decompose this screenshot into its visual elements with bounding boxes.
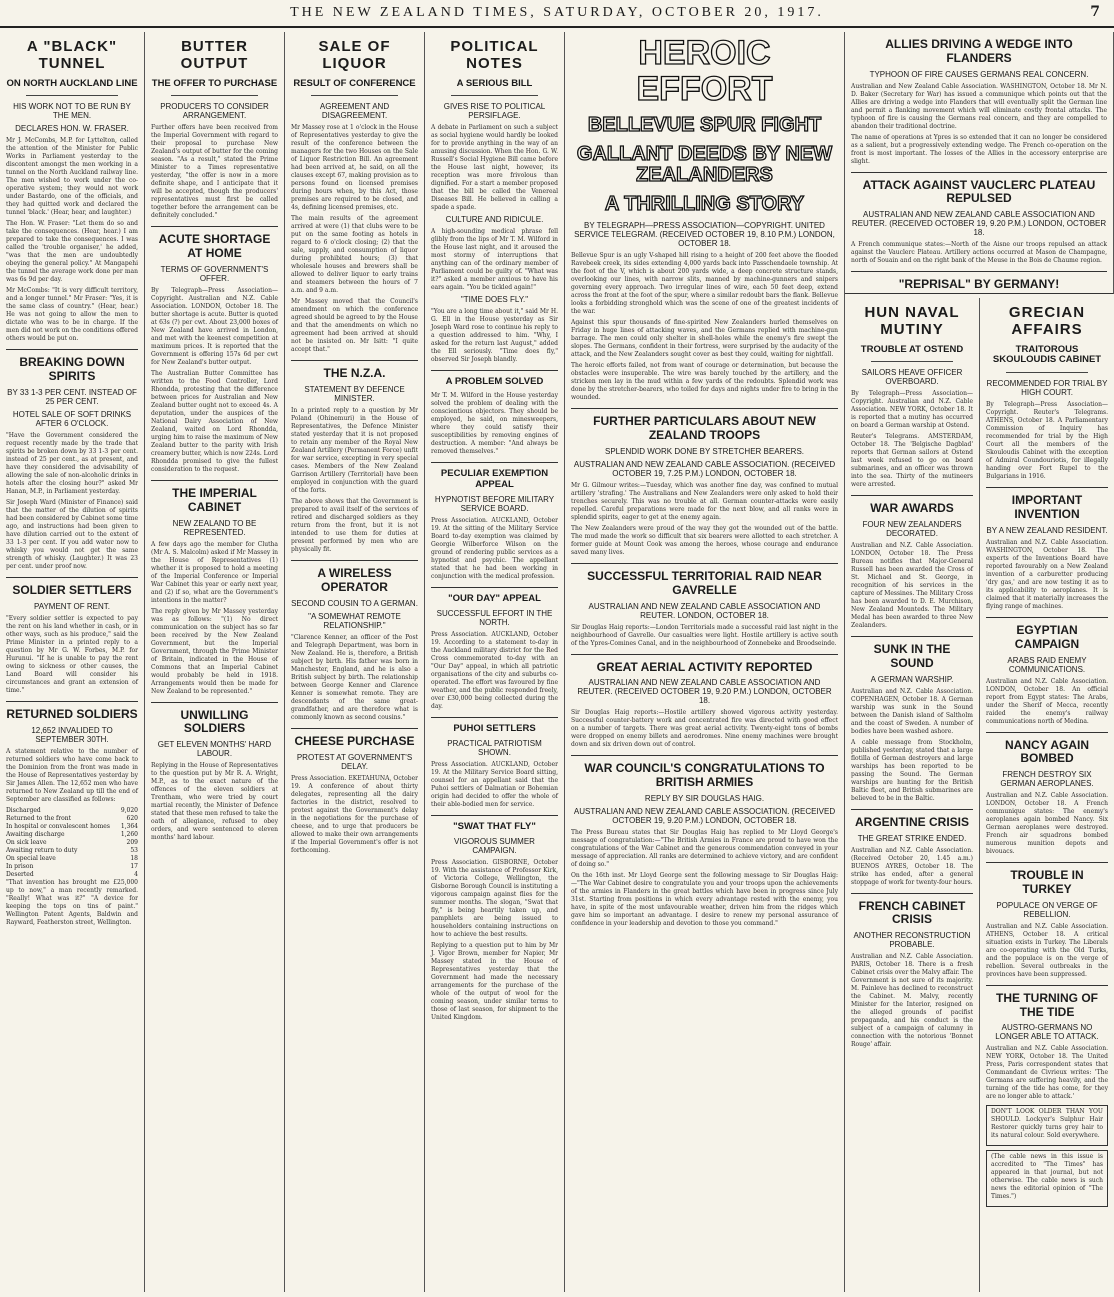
subhead: A GERMAN WARSHIP.: [870, 674, 954, 684]
dateline: BY TELEGRAPH—PRESS ASSOCIATION—COPYRIGHT. UNITED SERVICE TELEGRAM. (RECEIVED OCTOBER 19, 8.10 P.M.) LONDON, OCTOBER 18.: [574, 221, 835, 249]
subhead: SPLENDID WORK DONE BY STRETCHER BEARERS.: [605, 446, 804, 456]
subhead: SUCCESSFUL EFFORT IN THE NORTH.: [436, 609, 553, 628]
article-text: Sir Douglas Haig reports:—Hostile artillery showed vigorous activity yesterday. Successful counter-battery work and concentrated fire was directed with good effect on a number of targets. There was great aerial activity. Twenty-eight tons of bombs were dropped on enemy billets and aerodromes. Nine enemy machines were brought down and six driven down out of control.: [571, 709, 838, 749]
subhead: GET ELEVEN MONTHS' HARD LABOUR.: [157, 740, 272, 759]
subhead: NEW ZEALAND TO BE REPRESENTED.: [172, 518, 257, 537]
subhead: STATEMENT BY DEFENCE MINISTER.: [304, 385, 405, 404]
article-text: The Press Bureau states that Sir Douglas Haig has replied to Mr Lloyd George's message of congratulation:—"The British Armies in France are proud to have won the congratulations of the War Cabinet and the generous commendation conveyed in your message of appreciation. All ranks are determined to achieve victory, and are confident of doing so.": [571, 828, 838, 868]
article-text: Australian and N.Z. Cable Association. LONDON, October 18. The Press Bureau notifies that Major-General Russell has been awarded the Cross of St. Michael and St. George, in recognition of his services in the capture of Messines. The Military Cross has been awarded to D. E. Murchison, New Zealand Mounteds. The Military Medal has been awarded to three New Zealanders.: [851, 542, 973, 630]
article-text: The Australian Butter Committee has written to the Food Controller, Lord Rhondda, protesting that the difference between prices for Australian and New Zealand butter ought not to exceed 4s. A deputation, under the auspices of the National Dairy Association of New Zealand, waited on Lord Rhondda, urging him to raise the maximum of New Zealand butter to the parity with Irish creamery butter, which is now 224s. Lord Rhondda promised to give the fullest consideration to the request.: [151, 370, 278, 474]
article-text: Replying in the House of Representatives to the question put by Mr R. A. Wright, M.P., as to the exact nature of the offences of the eleven soldiers at Trentham, who were tried by court martial recently, the Minister of Defence stated that these men refused to take the oath of allegiance, refused to obey orders, and were sentenced to eleven months' hard labour.: [151, 762, 278, 842]
article-text: A statement relative to the number of returned soldiers who have come back to the Dominion from the front was made in the House of Representatives yesterday by Sir James Allen. The 12,652 men who have returned to New Zealand up till the end of September are classified as follows:: [6, 747, 138, 803]
headline-allies-wedge: ALLIES DRIVING A WEDGE INTO FLANDERS: [885, 37, 1073, 65]
article-text: "Every soldier settler is expected to pay the rent on his land whether in cash, or in other ways, such as his produce," said the Prime Minister in a printed reply to a question by Mr G. W. Forbes, M.P. for Hurunui. "If he is unable to pay the rent owing to sickness or other causes, the Land Board will consider his circumstances and grant an extension of time.": [6, 614, 138, 694]
returned-soldiers-table: [6, 807, 138, 879]
article-text: Sir Douglas Haig reports:—London Territorials made a successful raid last night in the neighbourhood of Gavrelle. Our casualties were light. Hostile artillery is active south of the Ypres-Comines Canal, and in the neighbourhood of Zonnebeke and Broodseinde.: [571, 623, 838, 647]
headline-nza: THE N.Z.A.: [323, 366, 386, 381]
article-text: By Telegraph—Press Association—Copyright. Australian and N.Z. Cable Association. NEW YORK, October 18. It is reported that a mutiny has occurred on board a German warship at Ostend.: [851, 390, 973, 430]
headline-acute-shortage: ACUTE SHORTAGE AT HOME: [158, 232, 271, 261]
article-text: In a printed reply to a question by Mr Poland (Ohinemuri) in the House of Representatives, the Defence Minister stated yesterday that it is not proposed to retain any member of the Royal New Zealand Artillery (Permanent Force) unfit for war service, excepting in very special cases. Members of the New Zealand Garrison Artillery (Territorial) have been employed in conjunction with the guard of the forts.: [291, 407, 418, 495]
subhead: ANOTHER RECONSTRUCTION PROBABLE.: [853, 931, 971, 950]
article-text: Australian and N.Z. Cable Association. WASHINGTON, October 18. The experts of the Inventions Board have reported favourably on a New Zealand invention of a carburetter producing 'dry gas,' and are now testing it as to its applicability to aeroplanes. It is claimed that it materially increases the flying range of machines.: [986, 538, 1108, 610]
subhead: PROTEST AT GOVERNMENT'S DELAY.: [296, 752, 413, 771]
article-text: The name of operations at Ypres is so extended that it can no longer be considered as a salient, but a progressively extending wedge. The French co-operation on the front is most important. The losses of the Allies in the accessory enterprise are slight.: [851, 133, 1107, 165]
section-head: "TIME DOES FLY.": [460, 295, 529, 305]
article-text: Australian and N.Z. Cable Association. NEW YORK, October 18. The United Press, Paris correspondent states that Commandant de Civrieux writes: 'The Germans are suffering heavily, and the turning of the tide has come, for they are no longer able to attack.': [986, 1045, 1108, 1101]
article-text: Press Association. AUCKLAND, October 19. At the sitting of the Military Service Board to-day exemption was claimed by Georgie Wilberforce Wilson on the ground of rendering public services as a hypnotist and psychic. The appellant stated that he had been working in conjunction with the medical profession.: [431, 517, 558, 581]
subhead: RECOMMENDED FOR TRIAL BY HIGH COURT.: [986, 379, 1108, 398]
subhead: HIS WORK NOT TO BE RUN BY THE MEN.: [13, 102, 131, 121]
table-row: In prison 17: [6, 862, 138, 870]
article-text: The Hon. W. Fraser: "Let them do so and take the consequences. (Hear, hear.) I am prepared to take the consequences. I was called the 'trouble organiser,' he added, "was that the men are undoubtedly obeying the general policy." At Mangapehi the tunnel the average work done per man was 6s 9d per day.: [6, 220, 138, 284]
subhead: 12,652 INVALIDED TO SEPTEMBER 30TH.: [31, 725, 113, 744]
subhead: REPLY BY SIR DOUGLAS HAIG.: [644, 793, 765, 803]
dateline: AUSTRALIAN AND NEW ZEALAND CABLE ASSOCIATION AND REUTER. (RECEIVED OCTOBER 19, 9.20 P.M.) LONDON, OCTOBER 18.: [851, 210, 1107, 238]
subhead: AGREEMENT AND DISAGREEMENT.: [319, 102, 390, 121]
headline-war-awards: WAR AWARDS: [870, 501, 954, 516]
headline-sunk-in-sound: SUNK IN THE SOUND: [873, 642, 951, 671]
subhead: TYPHOON OF FIRE CAUSES GERMANS REAL CONCERN.: [869, 69, 1089, 79]
subhead: PRACTICAL PATRIOTISM SHOWN.: [447, 739, 542, 758]
article-text: The main results of the agreement arrived at were (1) that clubs were to be put on the same footing as hotels in regard to 6 o'clock closing; (2) that the sale, supply, and consumption of liquor during prohibited hours; (3) that wholesale houses and brewers shall be allowed to deliver liquor to early trains and steamers between the hours of 7 a.m. and 9 a.m.: [291, 215, 418, 295]
subhead: A SERIOUS BILL: [456, 77, 533, 89]
subhead: PAYMENT OF RENT.: [33, 601, 110, 611]
table-row: Discharged 9,020: [6, 806, 138, 814]
subhead: RESULT OF CONFERENCE: [293, 77, 416, 89]
headline-breaking-spirits: BREAKING DOWN SPIRITS: [19, 355, 125, 384]
subhead: GIVES RISE TO POLITICAL PERSIFLAGE.: [443, 102, 546, 121]
article-text: The reply given by Mr Massey yesterday was as follows: "(1) No direct communication on the subject has so far been received by the New Zealand Government, but the Imperial Government, through the Prime Minister of Britain, indicated in the House of Commons that an Imperial Cabinet would probably be held in 1918. Arrangements would then be made for New Zealand to be represented.": [151, 607, 278, 695]
article-text: Australian and N.Z. Cable Association. LONDON, October 18. A French communique states: The enemy's aeroplanes again bombed Nancy. Six German aeroplanes were destroyed. French air squadrons bombed numerous munition depots and bivouacs.: [986, 792, 1108, 856]
dateline: AUSTRALIAN AND NEW ZEALAND CABLE ASSOCIATION. (RECEIVED OCTOBER 19, 9.20 P.M.) LONDON, OCTOBER 18.: [573, 806, 836, 825]
footer-note: (The cable news in this issue is accredited to "The Times" has appeared in that journal, but not otherwise. The cable news is such news the editorial opinion of "The Times."): [991, 1153, 1103, 1201]
article-text: The above shows that the Government is prepared to avail itself of the services of retired and discharged soldiers as they return from the front, but it is not intended to use them for duties at present performed by men who are physically fit.: [291, 498, 418, 554]
headline-our-day: "OUR DAY" APPEAL: [448, 593, 541, 605]
article-text: Australian and N.Z. Cable Association. COPENHAGEN, October 18. A German warship was sunk in the Sound between the Danish island of Saltholm and the coast of Sweden. A number of bodies have been washed ashore.: [851, 687, 973, 735]
subhead: THE OFFER TO PURCHASE: [151, 77, 278, 89]
article-text: Mr Massey rose at 1 o'clock in the House of Representatives yesterday to give the result of the conference between the managers for the two Houses on the Sale of Liquor Restriction Bill. An agreement had been arrived at, he said, on all the clauses except 67, making provision as to persons found on licensed premises during hours when, by this Act, those premises are required to be closed, and 4s, defining licensed premises, etc.: [291, 124, 418, 212]
subhead: BY A NEW ZEALAND RESIDENT.: [986, 525, 1108, 535]
headline-french-cabinet: FRENCH CABINET CRISIS: [858, 898, 966, 927]
subhead: HYPNOTIST BEFORE MILITARY SERVICE BOARD.: [434, 495, 555, 514]
subhead: THE GREAT STRIKE ENDED.: [857, 833, 967, 843]
article-text: Press Association. AUCKLAND, October 19. According to a statement to-day in the Auckland military district for the Red Cross commemorated to-day with an "Our Day" appeal, in which all patriotic organisations of the city and suburbs co-operated. The effort was favoured by fine weather, and the public responded freely, over £30,000 being collected during the day.: [431, 631, 558, 711]
column-1: [0, 32, 145, 1292]
subhead: SAILORS HEAVE OFFICER OVERBOARD.: [861, 368, 963, 387]
masthead-title: THE NEW ZEALAND TIMES, SATURDAY, OCTOBER 20, 1917.: [290, 5, 824, 20]
subhead: PRODUCERS TO CONSIDER ARRANGEMENT.: [160, 102, 269, 121]
article-text: Reuter's Telegrams. AMSTERDAM, October 18. The 'Belgische Dagblad' reports that German sailors at Ostend last week refused to go on board submarines, and an officer was thrown into the sea. Thirty of the mutineers were arrested.: [851, 433, 973, 489]
column-4: [425, 32, 565, 1292]
article-text: The heroic efforts failed, not from want of courage or determination, but because the obstacles were insuperable. The wire was barely touched by the artillery, and the stricken men lay in the mud within a few yards of the redoubts. Splendid work was done by the stretcher-bearers, who toiled for days and nights under fire to bring in the wounded.: [571, 362, 838, 402]
article-text: Against this spur thousands of fine-spirited New Zealanders hurled themselves on Friday in huge lines of attacking waves, and the Germans replied with machine-gun barrage. The men could only shelter in shell-holes while the enemy's fire swept the slopes. The Germans, confident in their fortress, were surprised by the audacity of the attack, and the New Zealanders sought cover as best they could, waiting for nightfall.: [571, 319, 838, 359]
headline-unwilling-soldiers: UNWILLING SOLDIERS: [180, 707, 249, 736]
advertisement-box: [986, 1105, 1108, 1146]
subhead: FRENCH DESTROY SIX GERMAN AEROPLANES.: [1000, 770, 1094, 789]
article-text: Mr Massey moved that the Council's amendment on which the conference agreed should be agreed to by the House and that the amendments on which no agreement had been arrived at should not be insisted on. Mr Isitt: "I quite accept that.": [291, 298, 418, 354]
column-7: [845, 298, 980, 1292]
subhead: DECLARES HON. W. FRASER.: [15, 124, 129, 134]
article-text: Bellevue Spur is an ugly V-shaped hill rising to a height of 200 feet above the flooded Ravebeek creek, its sides extending 4,000 yards back into Passchendaele township. At the foot of the V, which is about 200 yards wide, a deep concrete structure stands, overlooking our lines, with narrow slits, manned by machine-gunners and snipers governing every approach. Two irregular lines of wire, each 50 feet deep, extend across the front at the foot of the spur, where a similar redoubt bars the flank. Bellevue looks a forbidding stronghold which was the scene of one of the greatest incidents of the war.: [571, 252, 838, 316]
headline-exemption-appeal: PECULIAR EXEMPTION APPEAL: [440, 468, 549, 491]
headline-vauclerc: ATTACK AGAINST VAUCLERC PLATEAU REPULSED: [862, 177, 1096, 206]
headline-important-invention: IMPORTANT INVENTION: [1011, 493, 1083, 522]
headline-turning-tide: THE TURNING OF THE TIDE: [996, 990, 1098, 1019]
dateline: AUSTRALIAN AND NEW ZEALAND CABLE ASSOCIATION AND REUTER. LONDON, OCTOBER 18.: [588, 601, 821, 620]
headline-cheese-purchase: CHEESE PURCHASE: [294, 733, 415, 748]
table-row: Returned to the front 620: [6, 814, 138, 822]
column-8: [980, 298, 1114, 1292]
subhead: TERMS OF GOVERNMENT'S OFFER.: [160, 265, 269, 284]
headline-butter-output: BUTTER OUTPUT: [180, 38, 249, 73]
section-head: CULTURE AND RIDICULE.: [445, 215, 544, 225]
masthead: [0, 0, 1114, 28]
headline-nancy-bombed: NANCY AGAIN BOMBED: [1004, 737, 1089, 766]
page-number: 7: [1090, 4, 1100, 20]
headline-territorial-raid: SUCCESSFUL TERRITORIAL RAID NEAR GAVRELLE: [587, 568, 822, 597]
article-text: Replying to a question put to him by Mr J. Vigor Brown, member for Napier, Mr Massey stated in the House of Representatives yesterday that the Government had made the necessary arrangements for the purchase of the whole of the output of wool for the coming season, under similar terms to those of last season, for shipment to the United Kingdom.: [431, 941, 558, 1021]
table-row: Deserted 4: [6, 870, 138, 878]
headline-political-notes: POLITICAL NOTES: [450, 38, 539, 73]
subhead: VIGOROUS SUMMER CAMPAIGN.: [454, 836, 535, 855]
headline-hun-naval-mutiny: HUN NAVAL MUTINY: [864, 304, 960, 339]
article-text: Australian and N.Z. Cable Association. PARIS, October 18. There is a fresh Cabinet crisis over the Malvy affair. The Government is not sure of its majority. M. Painleve has declined to reconstruct the Cabinet. M. Malvy, recently Minister for the Interior, resigned on the alleged grounds of pacifist propaganda, and his conduct is the subject of a campaign of calumny in connection with the notorious 'Bonnet Rouge' affair.: [851, 953, 973, 1049]
article-text: Press Association. GISBORNE, October 19. With the assistance of Professor Kirk, of Victoria College, Wellington, the Gisborne Borough Council is instituting a vigorous campaign against flies for the summer months. The slogan, "Swat that fly," is being heartily taken up, and pamphlets are being issued to householders containing instructions on how to achieve the best results.: [431, 858, 558, 938]
article-text: A cable message from Stockholm, published yesterday, stated that a large flotilla of German destroyers and large warships has been reported to be passing the Sound. The German warships are hunting for the British Baltic fleet, and British submarines are believed to be in the Baltic.: [851, 738, 973, 802]
column-flanders: [845, 32, 1114, 294]
footer-note-box: [986, 1150, 1108, 1207]
subhead: BY 33 1-3 PER CENT. INSTEAD OF 25 PER CENT.: [7, 388, 137, 407]
column-3: [285, 32, 425, 1292]
headline-puhoi-settlers: PUHOI SETTLERS: [453, 723, 536, 735]
dateline: AUSTRALIAN AND NEW ZEALAND CABLE ASSOCIATION. (RECEIVED OCTOBER 19, 7.25 P.M.) LONDON, OCTOBER 18.: [573, 459, 836, 478]
headline-grecian-affairs: GRECIAN AFFAIRS: [1008, 304, 1086, 339]
table-row: In hospital or convalescent homes 1,364: [6, 822, 138, 830]
headline-reprisal: "REPRISAL" BY GERMANY!: [898, 277, 1060, 292]
article-text: A high-sounding medical phrase fell glibly from the lips of Mr T. M. Wilford in the House last night, and it aroused the most stormy of interruptions that anything can of the ordinary member of Parliament could be guilty of. "What was it?" asked a member anxious to have his ears again. "You be tickled again!": [431, 228, 558, 292]
article-text: "Have the Government considered the request recently made by the trade that spirits be broken down by 33 1-3 per cent. instead of 25 per cent., as at present, and have they considered the advisability of allowing the sale of non-alcoholic drinks in hotels after the closing hour?" asked Mr Hanan, M.P., in Parliament yesterday.: [6, 432, 138, 496]
headline-returned-soldiers: RETURNED SOLDIERS: [6, 706, 138, 721]
subhead: "A SOMEWHAT REMOTE RELATIONSHIP.": [308, 611, 401, 630]
headline-aerial-activity: GREAT AERIAL ACTIVITY REPORTED: [596, 659, 813, 674]
article-text: Mr G. Gilmour writes:—Tuesday, which was another fine day, was confined to mutual artillery 'strafing.' The Australians and New Zealanders were only asked to hold their trenches securely. This was no trouble at all. German counter-attacks were easily repelled. Careful preparations were made for the next blow, and all ranks were in splendid spirits, eager to get at the enemy again.: [571, 481, 838, 521]
article-text: A debate in Parliament on such a subject as social hygiene would hardly be looked for to provide anything in the way of an amusing discussion. When the Hon. G. W. Russell's Social Hygiene Bill came before the House last night, however, its reception was more frivolous than dignified. For a start a member proposed that the bill be called the Venereal Diseases Bill. He believed in calling a spade a spade.: [431, 124, 558, 212]
advertisement-text: DON'T LOOK OLDER THAN YOU SHOULD. Lockyer's Sulphur Hair Restorer quickly turns grey hair to its natural colour. Sold everywhere.: [991, 1108, 1103, 1140]
subhead: FOUR NEW ZEALANDERS DECORATED.: [862, 520, 962, 539]
headline-wireless-operator: A WIRELESS OPERATOR: [317, 566, 392, 595]
article-text: Further offers have been received from the Imperial Government with regard to their proposal to purchase New Zealand's output of butter for the coming season. "As a result," stated the Prime Minister to a Times representative yesterday, "the offer is now in a more definite shape, and I anticipate that it will be accepted, though the producers' representatives must first be called together before the arrangement can be definitely concluded.": [151, 124, 278, 220]
column-5: [565, 32, 845, 1292]
headline-gallant-deeds: GALLANT DEEDS BY NEW ZEALANDERS: [576, 143, 833, 187]
subhead: HOTEL SALE OF SOFT DRINKS AFTER 6 O'CLOCK.: [12, 410, 132, 429]
headline-further-particulars: FURTHER PARTICULARS ABOUT NEW ZEALAND TROOPS: [593, 414, 816, 443]
article-text: Australian and N.Z. Cable Association. ATHENS, October 18. A critical situation exists in Turkey. The Liberals are co-operating with the Old Turks, and the populace is on the verge of rebellion. Several outbreaks in the provinces have been suppressed.: [986, 922, 1108, 978]
headline-argentine-crisis: ARGENTINE CRISIS: [854, 814, 969, 829]
article-text: Mr T. M. Wilford in the House yesterday solved the problem of dealing with the conscientious objectors. They should be employed, he said, on minesweepers, where they could satisfy their susceptibilities by removing engines of destruction. A member: "And always be removed themselves.": [431, 392, 558, 456]
article-text: Sir Joseph Ward (Minister of Finance) said that the matter of the dilution of spirits had been considered by Cabinet some time ago, and instructions had been given to have dilution carried out to the extent of 33 1-3 per cent. If you add water now to whisky you would not get the same strength of whisky. (Laughter.) It was 23 per cent. under proof now.: [6, 499, 138, 571]
table-row: On special leave 18: [6, 854, 138, 862]
headline-bellevue-spur: BELLEVUE SPUR FIGHT: [587, 114, 822, 137]
article-text: By Telegraph—Press Association—Copyright. Reuter's Telegrams. ATHENS, October 18. A Parliamentary Commission of Inquiry has recommended for trial by the High Court all the members of the Skouloudis Cabinet with the exception of Admiral Coundouriotis, for illegally handing over Fort Rupel to the Bulgarians in 1916.: [986, 401, 1108, 481]
subhead: ON NORTH AUCKLAND LINE: [6, 77, 138, 89]
subhead: AUSTRO-GERMANS NO LONGER ABLE TO ATTACK.: [995, 1023, 1099, 1042]
article-text: "That invention has brought me £25,000 up to now," a man recently remarked. "Really! What was it?" "A device for keeping the tops on tins of paint." Wellington Patent Agents, Baldwin and Rayward, Featherston street, Wellington.: [6, 878, 138, 926]
headline-thrilling-story: A THRILLING STORY: [604, 193, 805, 216]
subhead: TRAITOROUS SKOULOUDIS CABINET: [992, 343, 1102, 366]
article-text: A few days ago the member for Clutha (Mr A. S. Malcolm) asked if Mr Massey in the House of Representatives (1) whether it is proposed to hold a meeting of the Imperial Conference or Imperial War Cabinet this year or early next year, and (2) if so, what are the Government's intentions in the matter?: [151, 540, 278, 604]
table-row: Awaiting return to duty 53: [6, 846, 138, 854]
headline-heroic-effort: HEROIC EFFORT: [636, 34, 773, 108]
headline-problem-solved: A PROBLEM SOLVED: [445, 376, 544, 388]
dateline: AUSTRALIAN AND NEW ZEALAND CABLE ASSOCIATION AND REUTER. (RECEIVED OCTOBER 19, 9.20 P.M.) LONDON, OCTOBER 18.: [577, 678, 832, 706]
article-text: On the 16th inst. Mr Lloyd George sent the following message to Sir Douglas Haig:—"The War Cabinet desire to congratulate you and your troops upon the achievements of the armies in Flanders in the great battles which have been in progress since July 31st. Starting from positions in which every advantage rested with the enemy, you have, in spite of the most unfavourable weather, driven him from the ridges which gave him so important an advantage. I desire to renew my personal assurance of confidence in your leadership and devotion to those you command.": [571, 871, 838, 927]
article-text: Press Association. EKETAHUNA, October 19. A conference of about thirty delegates, representing all the dairy factories in the district, resolved to protest against the Government's delay in the negotiations for the purchase of cheese, and to urge that producers be allowed to make their own arrangements if the Imperial Government's offer is not forthcoming.: [291, 774, 418, 854]
table-row: Awaiting discharge 1,260: [6, 830, 138, 838]
subhead: TROUBLE AT OSTEND: [860, 343, 964, 355]
headline-trouble-turkey: TROUBLE IN TURKEY: [1010, 868, 1084, 896]
headline-soldier-settlers: SOLDIER SETTLERS: [12, 583, 132, 598]
article-text: The New Zealanders were proud of the way they got the wounded out of the battle. The mud made the work so difficult that six bearers were allotted to each stretcher. A former guide at Mount Cook was among the heroes, whose courage and endurance saved many lives.: [571, 524, 838, 556]
article-text: Australian and N.Z. Cable Association. LONDON, October 18. An official report from Egypt states: The Arabs, under the Sherif of Mecca, recently raided the enemy's railway communications north of Medina.: [986, 677, 1108, 725]
headline-egyptian-campaign: EGYPTIAN CAMPAIGN: [1014, 622, 1080, 651]
headline-swat-that-fly: "SWAT THAT FLY": [453, 821, 536, 833]
headline-black-tunnel: A "BLACK" TUNNEL: [26, 38, 118, 73]
article-text: Press Association. AUCKLAND, October 19. At the Military Service Board sitting, counsel for an appellant said that the Puhoi settlers of Dalmatian or Bohemian origin had decided to offer the whole of their able-bodied men for service.: [431, 761, 558, 809]
article-text: "You are a long time about it," said Mr H. G. Ell in the House yesterday as Sir Joseph Ward rose to continue his reply to a question addressed to him. "Why, I asked for the return last August," added the Ell seriously. "Time does fly," observed Sir Joseph blandly.: [431, 308, 558, 364]
article-text: Australian and New Zealand Cable Association. WASHINGTON, October 18. Mr N. D. Baker (Secretary for War) has issued a communique which points out that the Allies are driving a wedge into Flanders that will eventually split the German line and permit a flanking movement which will eliminate costly frontal attacks. The typhoon of fire is causing the Germans real concern, and they are compelled to abandon their traditional doctrine.: [851, 82, 1107, 130]
table-row: On sick leave 209: [6, 838, 138, 846]
article-text: Australian and N.Z. Cable Association. (Received October 20, 1.45 a.m.) BUENOS AYRES, October 18. The strike has ended, after a general stoppage of work for twenty-four hours.: [851, 846, 973, 886]
subhead: SECOND COUSIN TO A GERMAN.: [291, 598, 418, 608]
article-text: A French communique states:—North of the Aisne our troops repulsed an attack against the Vauclerc Plateau. Artillery actions occurred at Mason de Champagne, north of Souain and on the right bank of the Meuse in the Bois de Chaume region.: [851, 241, 1107, 265]
headline-sale-of-liquor: SALE OF LIQUOR: [318, 38, 391, 73]
article-text: "Clarence Kenner, an officer of the Post and Telegraph Department, was born in New Zealand. He is, therefore, a British subject by birth. His father was born in Manchester, England, and he is also a British subject by birth. The relationship between George Kenner and Clarence Kenner is somewhat remote. They are descendants of the same great-grandfather, and are therefore what is commonly known as second cousins.": [291, 633, 418, 721]
headline-war-council: WAR COUNCIL'S CONGRATULATIONS TO BRITISH ARMIES: [584, 761, 825, 790]
subhead: POPULACE ON VERGE OF REBELLION.: [996, 900, 1098, 919]
article-text: By Telegraph—Press Association—Copyright. Australian and N.Z. Cable Association. LONDON, October 18. The butter shortage is acute. Butter is quoted at 63s (?) per cwt. About 23,000 boxes of New Zealand have arrived in London, and met with the keenest competition at maximum prices. It is reported that the Government is offering 157s 6d per cwt for New Zealand's butter output.: [151, 287, 278, 367]
headline-imperial-cabinet: THE IMPERIAL CABINET: [172, 486, 257, 514]
article-text: Mr McCombs: "It is very difficult territory, and a longer tunnel." Mr Fraser: "Yes, it is the same class of country." (Hear, hear.) He was not going to allow the men to dictate who was to be in charge. If the men did not work on the conditions offered others would be put on.: [6, 287, 138, 343]
subhead: ARABS RAID ENEMY COMMUNICATIONS.: [1007, 655, 1087, 674]
column-2: [145, 32, 285, 1292]
article-text: Mr J. McCombs, M.P. for Lyttelton, called the attention of the Minister for Public Works in Parliament yesterday to the discontent amongst the men working in a tunnel on the North Auckland railway line. The men wished to work under the co-operative system; they would not work under Bastardo, one of the officials, and they had quitted work and declared the tunnel 'black.' (Hear, hear, and laughter.): [6, 137, 138, 217]
